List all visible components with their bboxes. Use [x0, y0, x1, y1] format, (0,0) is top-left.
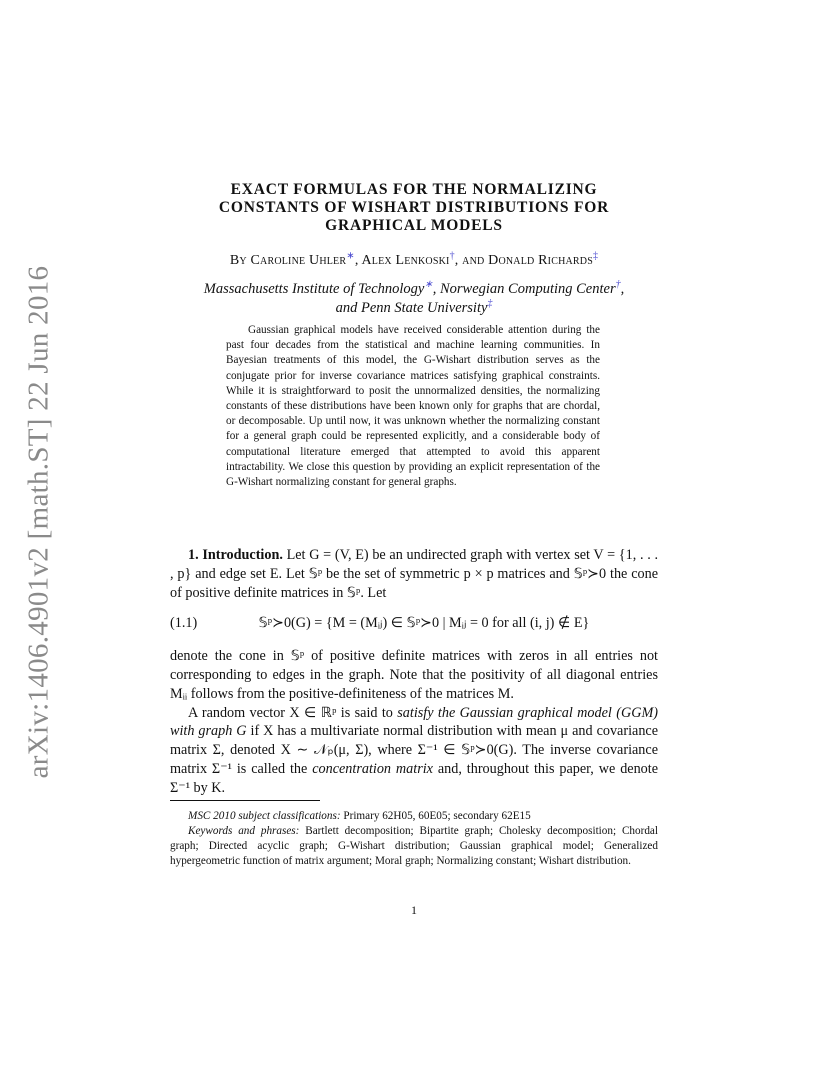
author-name: Caroline Uhler [250, 253, 347, 268]
arxiv-identifier [14, 265, 64, 779]
equation-number: (1.1) [170, 615, 198, 632]
title-line: CONSTANTS OF WISHART DISTRIBUTIONS FOR [218, 199, 610, 216]
section-heading: 1. Introduction. [188, 547, 283, 563]
affiliation-separator: , [620, 281, 625, 297]
affiliations [170, 280, 658, 318]
msc-label: MSC 2010 subject classifications: [188, 810, 341, 822]
footnotes [170, 800, 658, 869]
page-number: 1 [411, 903, 417, 917]
byline-prefix: By [229, 253, 247, 268]
abstract: Gaussian graphical models have received considerable attention during the past four decades from the statistical and machine learning communities. In Bayesian treatments of this model, the G-Wishart distribution serves as the conjugate prior for inverse covariance matrices satisfying graphical constraints. While it is straightforward to posit the unnormalized densities, the normalizing constants of these distributions have been known only for graphs that are chordal, or decomposable. Up until now, it was unknown whether the normalizing constant for a general graph could be represented explicitly, and a considerable body of computational literature emerged that attempted to avoid this apparent intractability. We close this question by providing an explicit representation of the G-Wishart normalizing constant for general graphs. [226, 324, 600, 489]
body-paragraph: denote the cone in 𝕊ᵖ of positive definite matrices with zeros in all entries not corresponding to edges in the graph. Note that the positivity of all diagonal entries Mᵢᵢ follows from the positive-definiteness of the matrices M. [170, 648, 658, 702]
body-text: A random vector X ∈ ℝᵖ is said to [188, 704, 398, 721]
author-mark: ∗ [346, 250, 355, 262]
keywords-footnote [170, 824, 658, 869]
display-equation [170, 614, 658, 633]
affiliation-separator: , [432, 281, 440, 297]
affiliation-name: and Penn State University [335, 300, 488, 316]
introduction-section [170, 546, 658, 798]
affiliation-mark: ∗ [424, 279, 433, 291]
author-mark: ‡ [592, 250, 599, 262]
intro-paragraph [170, 546, 658, 602]
author-name: Donald Richards [488, 253, 593, 268]
affiliation-name: Massachusetts Institute of Technology [203, 281, 425, 297]
paper-title [170, 181, 658, 235]
body-text: if X has a multivariate normal distribution with mean μ and covariance matrix Σ, denoted X ∼ 𝒩ₚ(μ, Σ), where Σ⁻¹ ∈ 𝕊ᵖ≻0(G). The inverse covariance matrix Σ⁻¹ is called the [170, 723, 659, 777]
equation-body: 𝕊ᵖ≻0(G) = {M = (Mᵢⱼ) ∈ 𝕊ᵖ≻0 | Mᵢⱼ = 0 for all (i, j) ∉ E} [258, 615, 590, 632]
keywords-label: Keywords and phrases: [188, 825, 300, 837]
intro-text: Let G = (V, E) be an undirected graph with vertex set V = {1, . . . , p} and edge set E. Let 𝕊ᵖ be the set of symmetric p × p matrices and 𝕊ᵖ≻0 the cone of positive definite matrices in 𝕊ᵖ. Let [170, 547, 658, 601]
body-text: and, throughout this paper, we denote Σ⁻¹ by K. [170, 760, 659, 796]
author-separator: , and [454, 253, 489, 268]
footnote-rule [170, 800, 320, 801]
author-separator: , [354, 253, 362, 268]
body-paragraph [170, 704, 658, 798]
emphasis-text: satisfy the Gaussian graphical model (GGM) with graph G [170, 704, 658, 740]
affiliation-mark: † [615, 279, 621, 291]
author-list [170, 250, 658, 269]
arxiv-identifier-text: arXiv:1406.4901v2 [math.ST] 22 Jun 2016 [22, 265, 55, 779]
title-line: GRAPHICAL MODELS [325, 217, 503, 234]
emphasis-text: concentration matrix [312, 760, 433, 777]
author-name: Alex Lenkoski [361, 253, 450, 268]
keywords-text: Bartlett decomposition; Bipartite graph; Cholesky decomposition; Chordal graph; Directed acyclic graph; G-Wishart distribution; Gaussian graphical model; Generalized hypergeometric function of matrix argument; Moral graph; Normalizing constant; Wishart distribution. [170, 825, 658, 867]
author-mark: † [449, 250, 455, 262]
affiliation-mark: ‡ [487, 298, 493, 310]
title-line: EXACT FORMULAS FOR THE NORMALIZING [230, 181, 598, 198]
msc-footnote [170, 809, 658, 824]
msc-text: Primary 62H05, 60E05; secondary 62E15 [340, 810, 531, 822]
affiliation-name: Norwegian Computing Center [439, 281, 616, 297]
